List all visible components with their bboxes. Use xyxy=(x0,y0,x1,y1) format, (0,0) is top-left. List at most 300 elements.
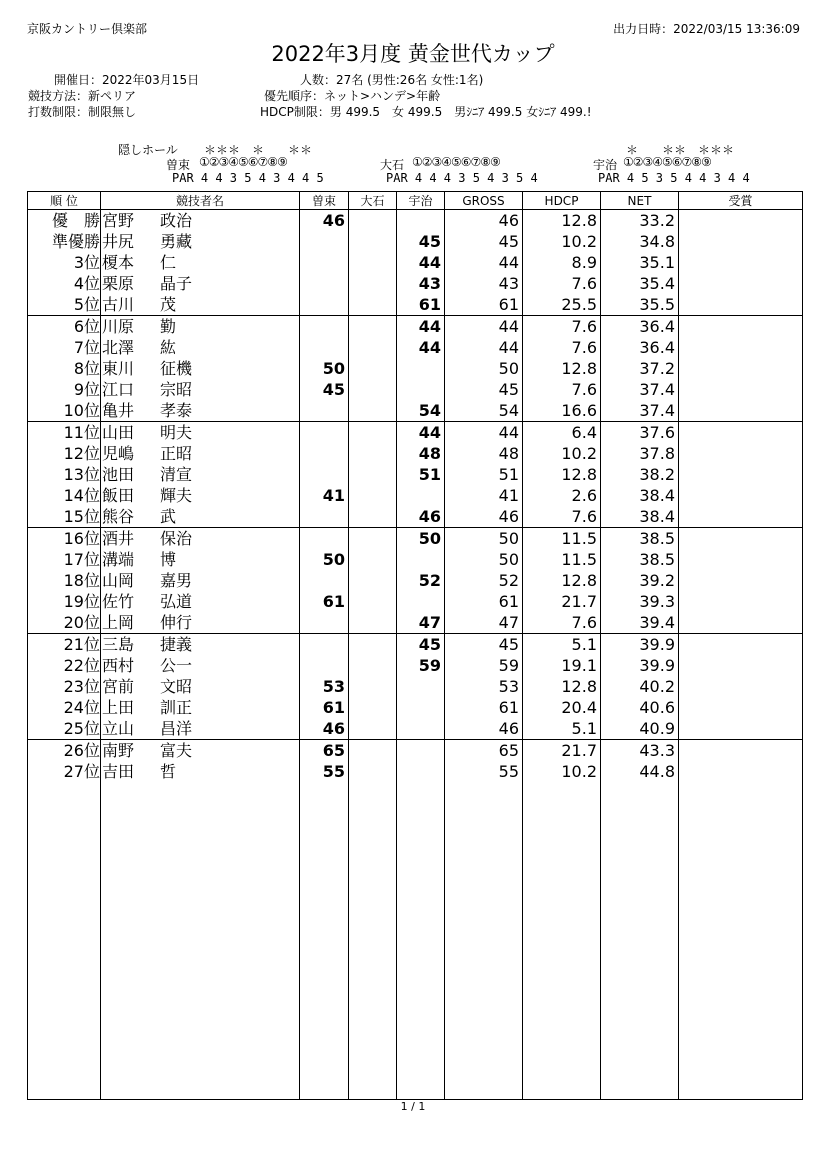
col-header-net: NET xyxy=(601,192,679,210)
gross-cell: 50 xyxy=(445,549,523,570)
gross-cell: 48 xyxy=(445,443,523,464)
score-oishi-cell xyxy=(349,612,397,634)
player-name-cell xyxy=(101,655,300,676)
table-row xyxy=(28,485,803,506)
hdcp-limit: HDCP制限：男 499.5 女 499.5 男ｼﾆｱ 499.5 女ｼﾆｱ 499.! xyxy=(260,105,592,119)
net-cell: 39.2 xyxy=(601,570,679,591)
score-uji-cell: 61 xyxy=(397,294,445,316)
score-oishi-cell xyxy=(349,337,397,358)
table-row xyxy=(28,294,803,316)
rank-cell: 6位 xyxy=(28,316,101,338)
gross-cell: 41 xyxy=(445,485,523,506)
player-name-cell xyxy=(101,761,300,782)
gross-cell: 46 xyxy=(445,210,523,232)
empty-cell xyxy=(679,782,803,1099)
player-surname: 溝端 xyxy=(102,549,135,569)
player-name-cell xyxy=(101,506,300,528)
score-sotsuka-cell xyxy=(300,443,349,464)
player-given-name: 晶子 xyxy=(160,273,193,293)
gross-cell: 53 xyxy=(445,676,523,697)
gross-cell: 61 xyxy=(445,697,523,718)
score-uji-cell: 45 xyxy=(397,634,445,656)
player-name-cell xyxy=(101,464,300,485)
player-name-cell xyxy=(101,210,300,232)
player-given-name: 勤 xyxy=(160,316,177,336)
rank-cell: 26位 xyxy=(28,740,101,762)
player-name-cell xyxy=(101,294,300,316)
player-given-name: 公一 xyxy=(160,655,193,675)
priority-order: 優先順序：ネット>ハンデ>年齢 xyxy=(264,89,441,103)
gross-cell: 44 xyxy=(445,422,523,444)
empty-cell xyxy=(101,782,300,1099)
gross-cell: 55 xyxy=(445,761,523,782)
table-row xyxy=(28,591,803,612)
player-count: 人数：27名 (男性:26名 女性:1名) xyxy=(300,73,484,87)
score-oishi-cell xyxy=(349,528,397,550)
score-uji-cell: 46 xyxy=(397,506,445,528)
player-given-name: 昌洋 xyxy=(160,718,193,738)
score-oishi-cell xyxy=(349,718,397,740)
player-name-cell xyxy=(101,252,300,273)
gross-cell: 65 xyxy=(445,740,523,762)
score-sotsuka-cell: 55 xyxy=(300,761,349,782)
player-given-name: 博 xyxy=(160,549,177,569)
table-row xyxy=(28,443,803,464)
player-given-name: 宗昭 xyxy=(160,379,193,399)
score-uji-cell: 47 xyxy=(397,612,445,634)
player-surname: 三島 xyxy=(102,634,135,654)
net-cell: 38.5 xyxy=(601,528,679,550)
score-uji-cell: 43 xyxy=(397,273,445,294)
score-uji-cell xyxy=(397,697,445,718)
player-name-cell xyxy=(101,697,300,718)
gross-cell: 61 xyxy=(445,294,523,316)
score-sotsuka-cell xyxy=(300,231,349,252)
hdcp-cell: 25.5 xyxy=(523,294,601,316)
award-cell xyxy=(679,485,803,506)
rank-cell: 18位 xyxy=(28,570,101,591)
award-cell xyxy=(679,506,803,528)
table-header-row xyxy=(28,192,803,210)
score-sotsuka-cell xyxy=(300,422,349,444)
player-surname: 佐竹 xyxy=(102,591,135,611)
player-name-cell xyxy=(101,591,300,612)
score-sotsuka-cell xyxy=(300,337,349,358)
award-cell xyxy=(679,634,803,656)
award-cell xyxy=(679,358,803,379)
empty-cell xyxy=(523,782,601,1099)
rank-cell: 16位 xyxy=(28,528,101,550)
score-sotsuka-cell xyxy=(300,400,349,422)
page-title: 2022年3月度 黄金世代カップ xyxy=(271,42,555,66)
player-name-cell xyxy=(101,634,300,656)
course-uji-par: PAR 4 5 3 5 4 4 3 4 4 xyxy=(598,171,750,185)
player-given-name: 保治 xyxy=(160,528,193,548)
score-uji-cell xyxy=(397,358,445,379)
score-oishi-cell xyxy=(349,379,397,400)
hdcp-cell: 7.6 xyxy=(523,612,601,634)
score-sotsuka-cell xyxy=(300,252,349,273)
score-sotsuka-cell: 45 xyxy=(300,379,349,400)
score-sotsuka-cell xyxy=(300,570,349,591)
player-surname: 山岡 xyxy=(102,570,135,590)
hdcp-cell: 20.4 xyxy=(523,697,601,718)
table-row xyxy=(28,231,803,252)
rank-cell: 優 勝 xyxy=(28,210,101,232)
course-sotsuka-holes: ①②③④⑤⑥⑦⑧⑨ xyxy=(199,155,287,169)
score-oishi-cell xyxy=(349,231,397,252)
net-cell: 34.8 xyxy=(601,231,679,252)
score-sotsuka-cell: 50 xyxy=(300,549,349,570)
gross-cell: 44 xyxy=(445,252,523,273)
player-surname: 宮野 xyxy=(102,210,135,230)
hdcp-cell: 6.4 xyxy=(523,422,601,444)
table-row xyxy=(28,337,803,358)
score-oishi-cell xyxy=(349,655,397,676)
award-cell xyxy=(679,210,803,232)
table-row xyxy=(28,273,803,294)
score-uji-cell: 51 xyxy=(397,464,445,485)
score-oishi-cell xyxy=(349,422,397,444)
award-cell xyxy=(679,718,803,740)
rank-cell: 24位 xyxy=(28,697,101,718)
player-name-cell xyxy=(101,358,300,379)
hdcp-cell: 12.8 xyxy=(523,570,601,591)
net-cell: 39.9 xyxy=(601,655,679,676)
gross-cell: 61 xyxy=(445,591,523,612)
award-cell xyxy=(679,591,803,612)
score-oishi-cell xyxy=(349,464,397,485)
results-table xyxy=(27,191,803,1100)
player-name-cell xyxy=(101,337,300,358)
rank-cell: 19位 xyxy=(28,591,101,612)
gross-cell: 47 xyxy=(445,612,523,634)
player-surname: 山田 xyxy=(102,422,135,442)
table-filler-row xyxy=(28,782,803,1099)
score-oishi-cell xyxy=(349,549,397,570)
player-name-cell xyxy=(101,718,300,740)
award-cell xyxy=(679,337,803,358)
player-surname: 川原 xyxy=(102,316,135,336)
score-oishi-cell xyxy=(349,697,397,718)
player-given-name: 捷義 xyxy=(160,634,193,654)
gross-cell: 50 xyxy=(445,528,523,550)
award-cell xyxy=(679,697,803,718)
player-given-name: 文昭 xyxy=(160,676,193,696)
player-surname: 池田 xyxy=(102,464,135,484)
net-cell: 38.4 xyxy=(601,506,679,528)
score-sotsuka-cell xyxy=(300,294,349,316)
award-cell xyxy=(679,273,803,294)
table-row xyxy=(28,549,803,570)
course-uji-name: 宇治 xyxy=(593,158,618,172)
gross-cell: 44 xyxy=(445,316,523,338)
score-uji-cell: 52 xyxy=(397,570,445,591)
course-sotsuka-par: PAR 4 4 3 5 4 3 4 4 5 xyxy=(172,171,324,185)
player-name-cell xyxy=(101,443,300,464)
score-sotsuka-cell: 65 xyxy=(300,740,349,762)
score-oishi-cell xyxy=(349,761,397,782)
rank-cell: 3位 xyxy=(28,252,101,273)
player-given-name: 清宣 xyxy=(160,464,193,484)
award-cell xyxy=(679,761,803,782)
table-row xyxy=(28,210,803,232)
rank-cell: 15位 xyxy=(28,506,101,528)
table-row xyxy=(28,612,803,634)
hdcp-cell: 12.8 xyxy=(523,358,601,379)
player-given-name: 富夫 xyxy=(160,740,193,760)
results-body xyxy=(28,210,803,1100)
score-sotsuka-cell xyxy=(300,273,349,294)
table-row xyxy=(28,316,803,338)
award-cell xyxy=(679,252,803,273)
rank-cell: 13位 xyxy=(28,464,101,485)
award-cell xyxy=(679,528,803,550)
gross-cell: 46 xyxy=(445,718,523,740)
net-cell: 39.3 xyxy=(601,591,679,612)
hdcp-cell: 11.5 xyxy=(523,549,601,570)
hidden-stars-uji: ＊ ＊＊ ＊＊＊ xyxy=(626,143,735,157)
club-name: 京阪カントリー倶楽部 xyxy=(27,22,148,36)
course-oishi-par: PAR 4 4 4 3 5 4 3 5 4 xyxy=(386,171,538,185)
hdcp-cell: 7.6 xyxy=(523,379,601,400)
player-surname: 井尻 xyxy=(102,231,135,251)
player-given-name: 仁 xyxy=(160,252,177,272)
award-cell xyxy=(679,612,803,634)
rank-cell: 12位 xyxy=(28,443,101,464)
score-uji-cell xyxy=(397,210,445,232)
rank-cell: 5位 xyxy=(28,294,101,316)
score-uji-cell: 50 xyxy=(397,528,445,550)
player-surname: 熊谷 xyxy=(102,506,135,526)
score-oishi-cell xyxy=(349,634,397,656)
score-sotsuka-cell xyxy=(300,316,349,338)
player-surname: 酒井 xyxy=(102,528,135,548)
net-cell: 37.6 xyxy=(601,422,679,444)
award-cell xyxy=(679,549,803,570)
player-name-cell xyxy=(101,316,300,338)
player-surname: 宮前 xyxy=(102,676,135,696)
score-uji-cell: 44 xyxy=(397,252,445,273)
net-cell: 40.9 xyxy=(601,718,679,740)
player-given-name: 正昭 xyxy=(160,443,193,463)
player-surname: 立山 xyxy=(102,718,135,738)
score-uji-cell: 48 xyxy=(397,443,445,464)
hdcp-cell: 12.8 xyxy=(523,210,601,232)
score-sotsuka-cell xyxy=(300,655,349,676)
rank-cell: 27位 xyxy=(28,761,101,782)
table-row xyxy=(28,761,803,782)
score-oishi-cell xyxy=(349,485,397,506)
player-surname: 児嶋 xyxy=(102,443,135,463)
empty-cell xyxy=(601,782,679,1099)
score-oishi-cell xyxy=(349,210,397,232)
score-oishi-cell xyxy=(349,676,397,697)
rank-cell: 14位 xyxy=(28,485,101,506)
gross-cell: 45 xyxy=(445,634,523,656)
player-given-name: 孝泰 xyxy=(160,400,193,420)
hdcp-cell: 19.1 xyxy=(523,655,601,676)
award-cell xyxy=(679,316,803,338)
net-cell: 37.4 xyxy=(601,379,679,400)
player-surname: 西村 xyxy=(102,655,135,675)
net-cell: 35.4 xyxy=(601,273,679,294)
table-row xyxy=(28,740,803,762)
player-given-name: 政治 xyxy=(160,210,193,230)
rank-cell: 23位 xyxy=(28,676,101,697)
table-row xyxy=(28,379,803,400)
gross-cell: 50 xyxy=(445,358,523,379)
score-sotsuka-cell: 50 xyxy=(300,358,349,379)
hdcp-cell: 10.2 xyxy=(523,231,601,252)
gross-cell: 46 xyxy=(445,506,523,528)
empty-cell xyxy=(300,782,349,1099)
net-cell: 39.9 xyxy=(601,634,679,656)
player-surname: 亀井 xyxy=(102,400,135,420)
rank-cell: 準優勝 xyxy=(28,231,101,252)
gross-cell: 43 xyxy=(445,273,523,294)
course-sotsuka-name: 曽束 xyxy=(166,158,191,172)
hdcp-cell: 7.6 xyxy=(523,273,601,294)
net-cell: 38.5 xyxy=(601,549,679,570)
hdcp-cell: 7.6 xyxy=(523,506,601,528)
net-cell: 36.4 xyxy=(601,316,679,338)
table-row xyxy=(28,464,803,485)
score-oishi-cell xyxy=(349,294,397,316)
competition-method: 競技方法：新ペリア xyxy=(28,89,137,103)
player-surname: 江口 xyxy=(102,379,135,399)
table-row xyxy=(28,400,803,422)
col-header-rank: 順 位 xyxy=(28,192,101,210)
player-name-cell xyxy=(101,485,300,506)
course-oishi-name: 大石 xyxy=(380,158,405,172)
net-cell: 35.5 xyxy=(601,294,679,316)
hdcp-cell: 11.5 xyxy=(523,528,601,550)
table-row xyxy=(28,655,803,676)
award-cell xyxy=(679,231,803,252)
gross-cell: 54 xyxy=(445,400,523,422)
hdcp-cell: 10.2 xyxy=(523,761,601,782)
player-surname: 栗原 xyxy=(102,273,135,293)
player-name-cell xyxy=(101,273,300,294)
hdcp-cell: 5.1 xyxy=(523,634,601,656)
score-oishi-cell xyxy=(349,591,397,612)
hdcp-cell: 16.6 xyxy=(523,400,601,422)
gross-cell: 45 xyxy=(445,231,523,252)
event-date: 開催日：2022年03月15日 xyxy=(54,73,200,87)
player-surname: 榎本 xyxy=(102,252,135,272)
net-cell: 35.1 xyxy=(601,252,679,273)
player-name-cell xyxy=(101,612,300,634)
score-uji-cell xyxy=(397,761,445,782)
player-given-name: 武 xyxy=(160,506,177,526)
print-timestamp: 出力日時：2022/03/15 13:36:09 xyxy=(613,22,800,36)
player-name-cell xyxy=(101,422,300,444)
award-cell xyxy=(679,464,803,485)
player-given-name: 征機 xyxy=(160,358,193,378)
net-cell: 44.8 xyxy=(601,761,679,782)
col-header-award: 受賞 xyxy=(679,192,803,210)
rank-cell: 25位 xyxy=(28,718,101,740)
score-oishi-cell xyxy=(349,273,397,294)
score-sotsuka-cell: 61 xyxy=(300,697,349,718)
player-given-name: 明夫 xyxy=(160,422,193,442)
hdcp-cell: 5.1 xyxy=(523,718,601,740)
gross-cell: 59 xyxy=(445,655,523,676)
hidden-stars-sotsuka: ＊＊＊ ＊ ＊＊ xyxy=(204,143,313,157)
page-number: 1 / 1 xyxy=(400,1100,426,1113)
award-cell xyxy=(679,443,803,464)
net-cell: 40.2 xyxy=(601,676,679,697)
player-given-name: 嘉男 xyxy=(160,570,193,590)
score-oishi-cell xyxy=(349,740,397,762)
col-header-gross: GROSS xyxy=(445,192,523,210)
player-given-name: 紘 xyxy=(160,337,177,357)
net-cell: 37.4 xyxy=(601,400,679,422)
net-cell: 38.4 xyxy=(601,485,679,506)
gross-cell: 52 xyxy=(445,570,523,591)
score-uji-cell xyxy=(397,379,445,400)
player-given-name: 哲 xyxy=(160,761,177,781)
table-row xyxy=(28,697,803,718)
score-uji-cell: 45 xyxy=(397,231,445,252)
net-cell: 43.3 xyxy=(601,740,679,762)
stroke-limit: 打数制限：制限無し xyxy=(28,105,137,119)
rank-cell: 20位 xyxy=(28,612,101,634)
net-cell: 40.6 xyxy=(601,697,679,718)
score-oishi-cell xyxy=(349,252,397,273)
score-sotsuka-cell xyxy=(300,464,349,485)
empty-cell xyxy=(28,782,101,1099)
empty-cell xyxy=(349,782,397,1099)
rank-cell: 11位 xyxy=(28,422,101,444)
player-surname: 東川 xyxy=(102,358,135,378)
award-cell xyxy=(679,294,803,316)
net-cell: 37.2 xyxy=(601,358,679,379)
player-name-cell xyxy=(101,379,300,400)
player-name-cell xyxy=(101,740,300,762)
score-oishi-cell xyxy=(349,570,397,591)
table-row xyxy=(28,422,803,444)
rank-cell: 22位 xyxy=(28,655,101,676)
award-cell xyxy=(679,379,803,400)
score-uji-cell xyxy=(397,485,445,506)
player-given-name: 弘道 xyxy=(160,591,193,611)
empty-cell xyxy=(397,782,445,1099)
score-uji-cell: 44 xyxy=(397,422,445,444)
col-header-hdcp: HDCP xyxy=(523,192,601,210)
hdcp-cell: 7.6 xyxy=(523,337,601,358)
score-oishi-cell xyxy=(349,443,397,464)
score-sotsuka-cell xyxy=(300,528,349,550)
score-sotsuka-cell: 61 xyxy=(300,591,349,612)
net-cell: 33.2 xyxy=(601,210,679,232)
empty-cell xyxy=(445,782,523,1099)
course-uji-holes: ①②③④⑤⑥⑦⑧⑨ xyxy=(623,155,711,169)
score-uji-cell: 59 xyxy=(397,655,445,676)
rank-cell: 21位 xyxy=(28,634,101,656)
score-sotsuka-cell xyxy=(300,634,349,656)
score-uji-cell: 54 xyxy=(397,400,445,422)
player-surname: 上岡 xyxy=(102,612,135,632)
net-cell: 39.4 xyxy=(601,612,679,634)
award-cell xyxy=(679,422,803,444)
hdcp-cell: 21.7 xyxy=(523,591,601,612)
table-row xyxy=(28,252,803,273)
score-sotsuka-cell: 46 xyxy=(300,210,349,232)
col-header-name: 競技者名 xyxy=(101,192,300,210)
hidden-holes-label: 隠しホール xyxy=(118,143,178,157)
